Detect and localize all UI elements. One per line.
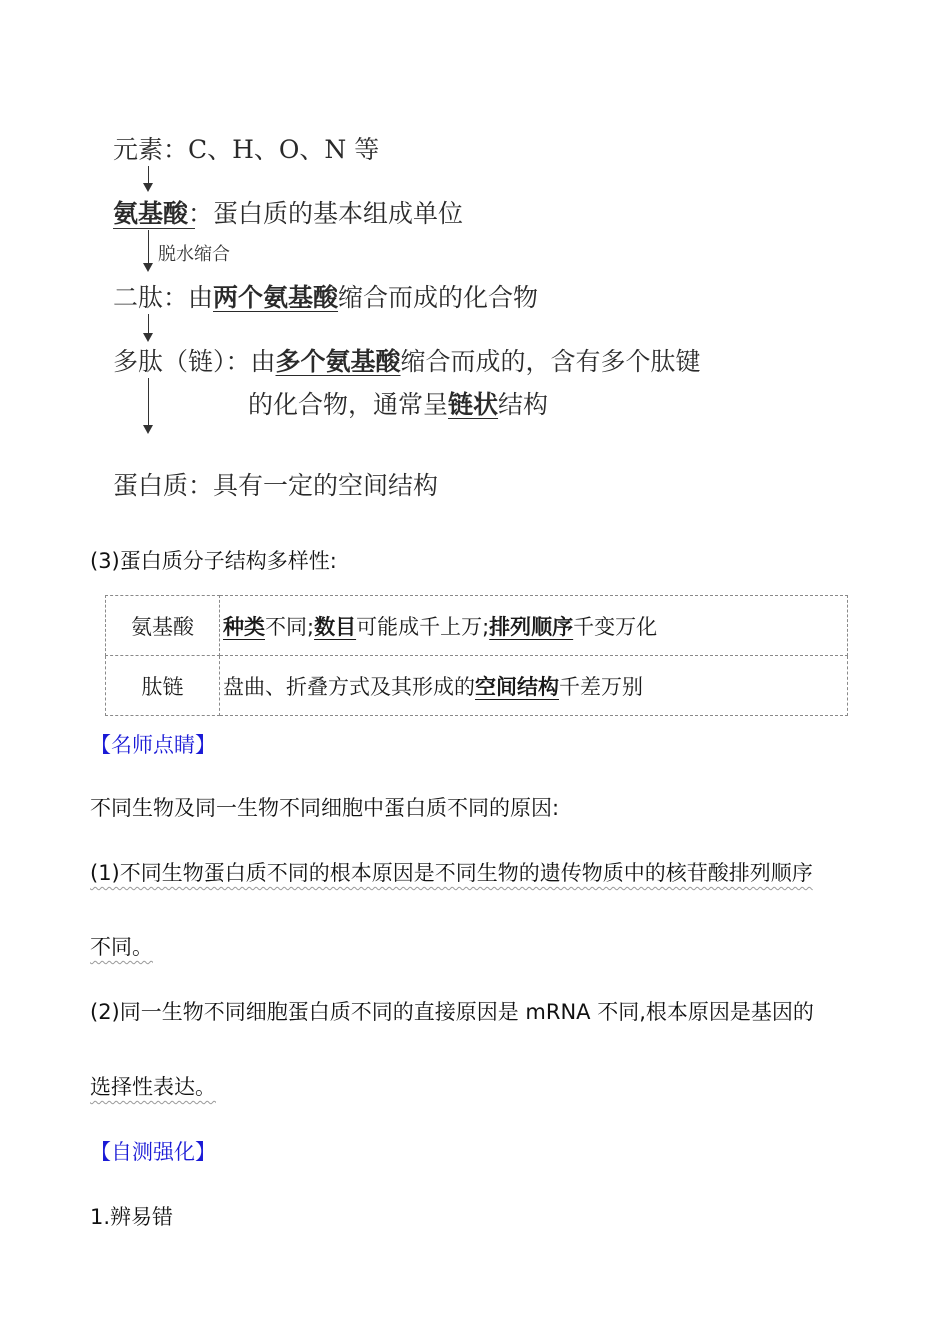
dipeptide-term: 二肽：由 xyxy=(113,283,214,312)
flow-amino-acid xyxy=(113,194,463,230)
table-row xyxy=(106,596,848,656)
text: 可能成千上万; xyxy=(356,614,490,639)
arrow-down xyxy=(148,314,149,340)
chain-shape: 链状 xyxy=(448,390,499,419)
dipeptide-bold: 两个氨基酸 xyxy=(213,283,339,312)
underline-amino-acid xyxy=(113,228,195,229)
text: 盘曲、折叠方式及其形成的 xyxy=(223,674,475,699)
row-head-peptide-chain: 肽链 xyxy=(106,656,220,716)
amino-acid-desc: ：蛋白质的基本组成单位 xyxy=(188,199,464,228)
number-term: 数目 xyxy=(314,614,357,639)
tip2-line2: 选择性表达。 xyxy=(90,1075,216,1099)
tip-header: 【名师点睛】 xyxy=(90,733,216,757)
arrow-down xyxy=(148,166,149,190)
tip2-line1: (2)同一生物不同细胞蛋白质不同的直接原因是 mRNA 不同,根本原因是基因的 xyxy=(90,1000,814,1024)
self-test-header: 【自测强化】 xyxy=(90,1140,216,1164)
polypeptide-line2a: 的化合物，通常呈 xyxy=(248,390,449,419)
amino-acid-term: 氨基酸 xyxy=(113,199,189,228)
question-1: 1.辨易错 xyxy=(90,1205,174,1229)
flow-polypeptide xyxy=(113,342,701,378)
dipeptide-rest: 缩合而成的化合物 xyxy=(338,283,539,312)
diversity-table xyxy=(105,595,848,716)
text: 不同; xyxy=(265,614,315,639)
arrow-down-long xyxy=(148,378,149,432)
table-row xyxy=(106,656,848,716)
text: 千差万别 xyxy=(559,674,643,699)
flow-protein: 蛋白质：具有一定的空间结构 xyxy=(113,471,439,500)
flow-polypeptide-line2 xyxy=(248,385,548,421)
row-content-peptide-chain xyxy=(220,656,848,716)
polypeptide-line2c: 结构 xyxy=(498,390,549,419)
flow-elements: 元素：C、H、O、N 等 xyxy=(113,135,380,164)
spatial-structure-term: 空间结构 xyxy=(475,674,559,699)
tip-intro: 不同生物及同一生物不同细胞中蛋白质不同的原因: xyxy=(90,796,560,820)
polypeptide-bold: 多个氨基酸 xyxy=(275,347,401,376)
flow-dipeptide xyxy=(113,278,538,314)
polypeptide-term: 多肽（链）：由 xyxy=(113,347,276,376)
tip1-line1: (1)不同生物蛋白质不同的根本原因是不同生物的遗传物质中的核苷酸排列顺序 xyxy=(90,861,813,885)
section3-title: (3)蛋白质分子结构多样性: xyxy=(90,549,337,573)
tip1-line2: 不同。 xyxy=(90,935,153,959)
order-term: 排列顺序 xyxy=(489,614,574,639)
text: 千变万化 xyxy=(573,614,658,639)
polypeptide-rest: 缩合而成的，含有多个肽键 xyxy=(400,347,701,376)
row-head-amino-acid: 氨基酸 xyxy=(106,596,220,656)
dehydration-label: 脱水缩合 xyxy=(158,244,230,265)
kind-term: 种类 xyxy=(223,614,265,639)
row-content-amino-acid xyxy=(220,596,848,656)
arrow-down-dehydration xyxy=(148,230,149,270)
